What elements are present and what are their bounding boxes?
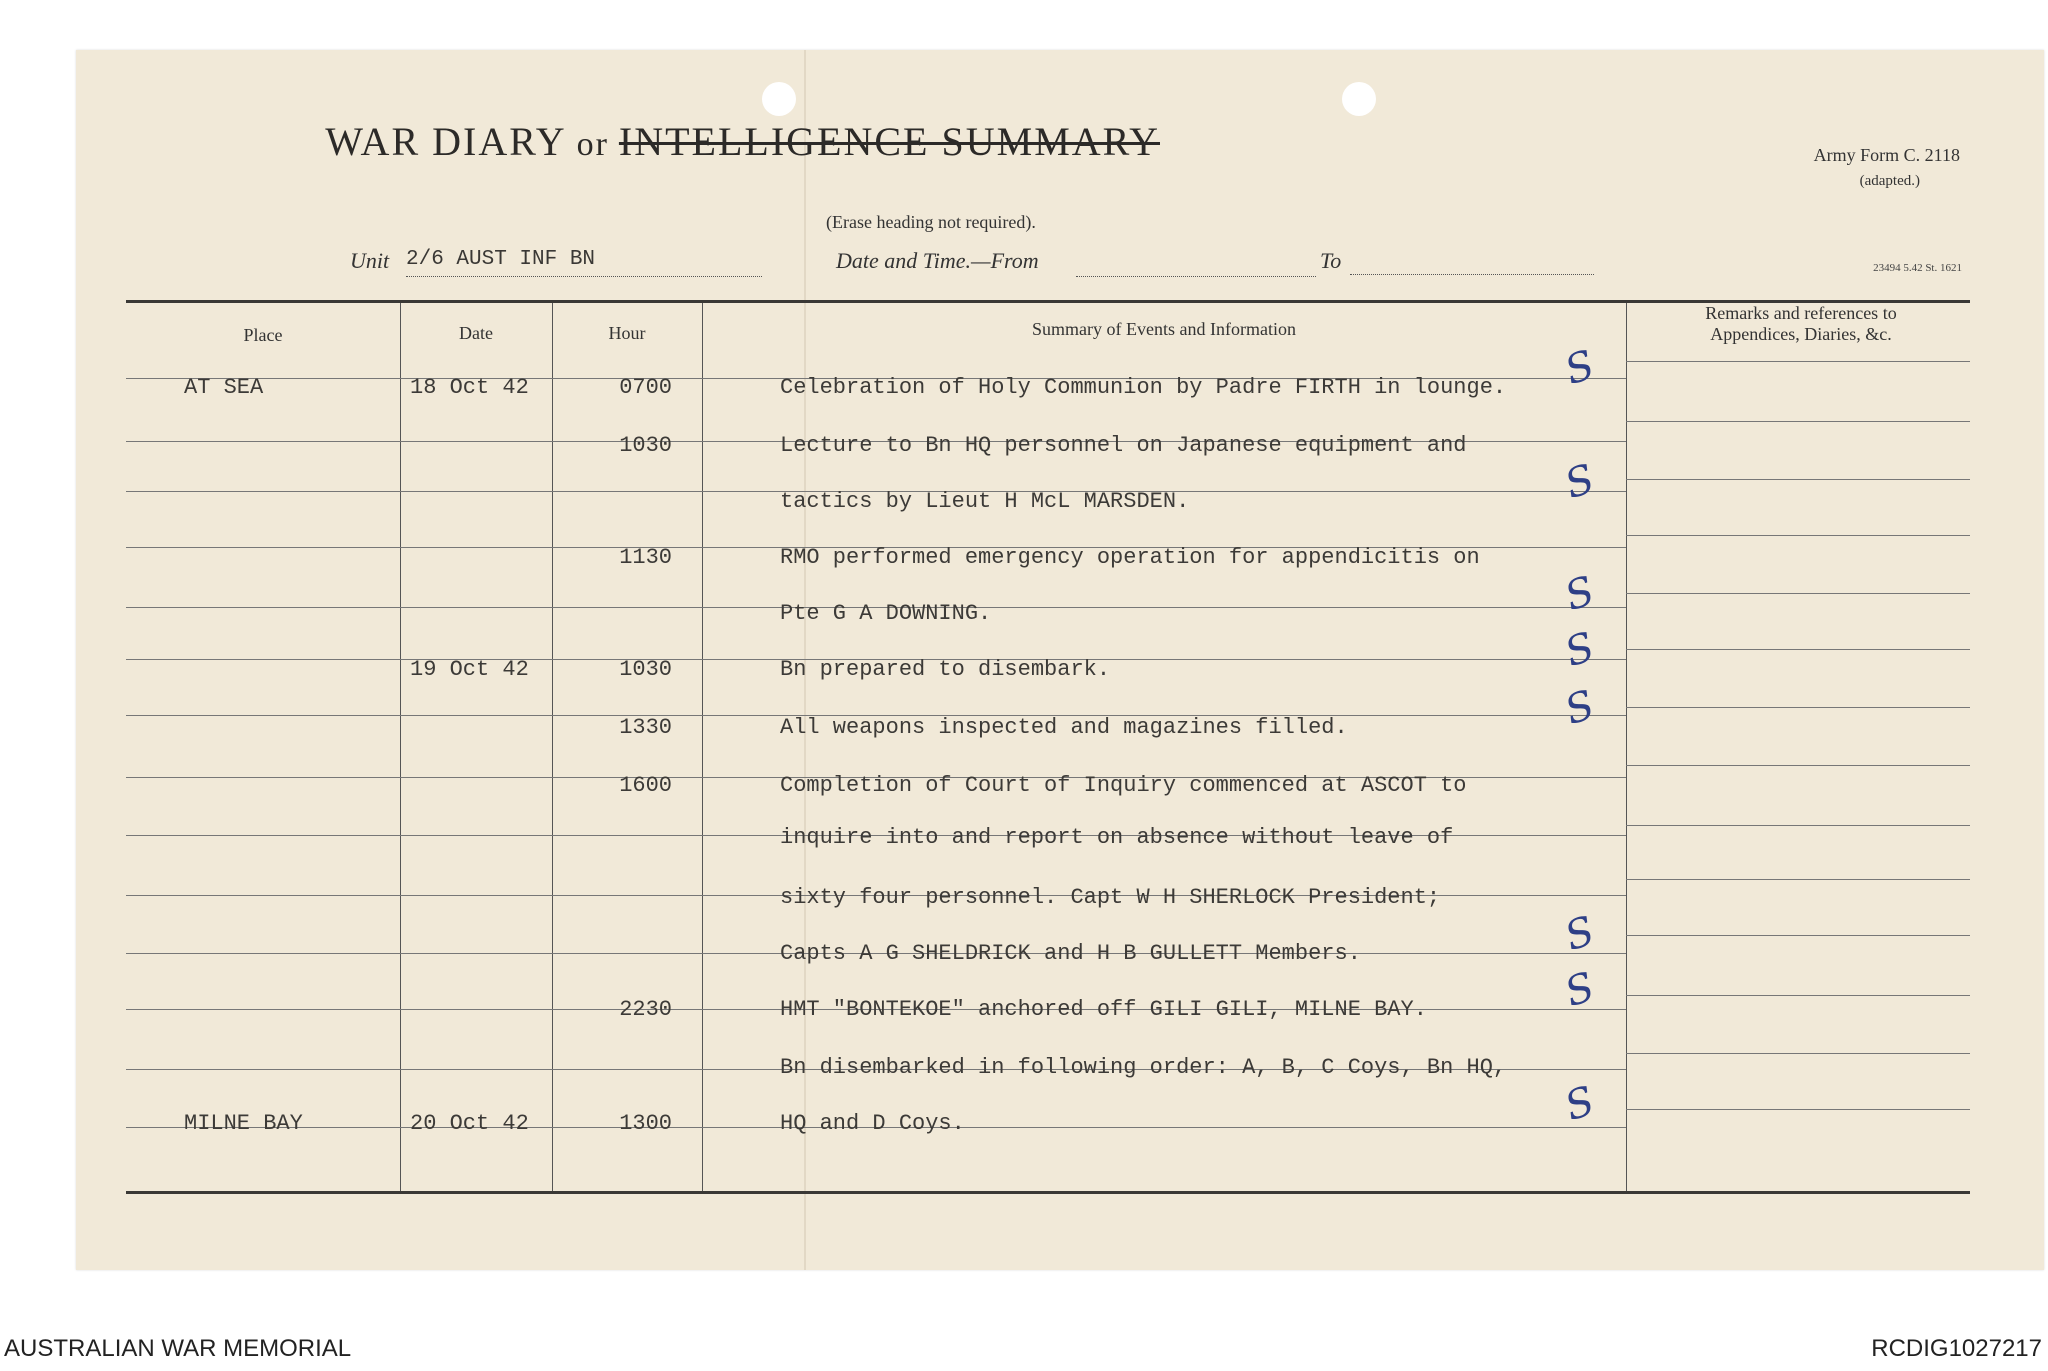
initial-mark: S — [1559, 341, 1600, 395]
row-rule — [126, 835, 400, 836]
cell-hour: 1030 — [619, 433, 672, 458]
row-rule — [400, 1069, 552, 1070]
cell-hour: 0700 — [619, 375, 672, 400]
date-time-label: Date and Time.—From — [836, 248, 1039, 273]
row-rule — [552, 895, 702, 896]
row-rule — [400, 491, 552, 492]
header-summary: Summary of Events and Information — [1032, 319, 1296, 339]
cell-hour: 1030 — [619, 657, 672, 682]
cell-text: sixty four personnel. Capt W H SHERLOCK President; — [780, 885, 1441, 910]
row-rule — [552, 491, 702, 492]
initial-mark: S — [1559, 623, 1600, 677]
remarks-rule — [1626, 1109, 1970, 1110]
row-rule — [400, 953, 552, 954]
cell-text: Pte G A DOWNING. — [780, 601, 992, 626]
title-struck: INTELLIGENCE SUMMARY — [618, 119, 1160, 164]
cell-text: Lecture to Bn HQ personnel on Japanese equipment and — [780, 433, 1467, 458]
unit-label: Unit — [350, 248, 390, 273]
cell-date: 18 Oct 42 — [410, 375, 529, 400]
cell-hour: 1330 — [619, 715, 672, 740]
row-rule — [126, 547, 400, 548]
remarks-rule — [1626, 479, 1970, 480]
unit-value: 2/6 AUST INF BN — [406, 248, 762, 277]
remarks-rule — [1626, 1053, 1970, 1054]
cell-text: RMO performed emergency operation for appendicitis on — [780, 545, 1480, 570]
cell-place: AT SEA — [184, 375, 264, 400]
erase-note: (Erase heading not required). — [826, 212, 1036, 232]
initial-mark: S — [1559, 567, 1600, 621]
column-divider — [1626, 303, 1627, 1191]
row-rule — [400, 441, 552, 442]
cell-hour: 1300 — [619, 1111, 672, 1136]
to-label: To — [1320, 248, 1342, 273]
remarks-rule — [1626, 535, 1970, 536]
cell-text: Capts A G SHELDRICK and H B GULLETT Members. — [780, 941, 1361, 966]
row-rule — [400, 607, 552, 608]
remarks-rule — [1626, 765, 1970, 766]
row-rule — [126, 1009, 400, 1010]
header-place: Place — [243, 325, 283, 345]
remarks-rule — [1626, 649, 1970, 650]
row-rule — [126, 715, 400, 716]
column-divider — [702, 303, 703, 1191]
row-rule — [400, 715, 552, 716]
row-rule — [126, 491, 400, 492]
header-date: Date — [459, 323, 493, 343]
row-rule — [552, 607, 702, 608]
remarks-rule — [1626, 995, 1970, 996]
row-rule — [126, 777, 400, 778]
cell-text: tactics by Lieut H McL MARSDEN. — [780, 489, 1190, 514]
form-note: (adapted.) — [1859, 173, 1920, 189]
cell-text: inquire into and report on absence without leave of — [780, 825, 1454, 850]
footer-source: AUSTRALIAN WAR MEMORIAL — [4, 1335, 352, 1362]
cell-hour: 1600 — [619, 773, 672, 798]
cell-date: 20 Oct 42 — [410, 1111, 529, 1136]
row-rule — [552, 953, 702, 954]
row-rule — [126, 895, 400, 896]
cell-text: Bn disembarked in following order: A, B, C Coys, Bn HQ, — [780, 1055, 1507, 1080]
initial-mark: S — [1559, 907, 1600, 961]
cell-text: Bn prepared to disembark. — [780, 657, 1111, 682]
cell-text: All weapons inspected and magazines filled. — [780, 715, 1348, 740]
row-rule — [400, 777, 552, 778]
row-rule — [400, 835, 552, 836]
initial-mark: S — [1559, 1077, 1600, 1131]
cell-date: 19 Oct 42 — [410, 657, 529, 682]
row-rule — [126, 607, 400, 608]
row-rule — [126, 1069, 400, 1070]
remarks-rule — [1626, 707, 1970, 708]
row-rule — [126, 659, 400, 660]
cell-place: MILNE BAY — [184, 1111, 303, 1136]
remarks-rule — [1626, 421, 1970, 422]
initial-mark: S — [1559, 455, 1600, 509]
header-remarks: Remarks and references to Appendices, Diaries, &c. — [1705, 303, 1897, 344]
cell-text: HQ and D Coys. — [780, 1111, 965, 1136]
to-line — [1350, 274, 1594, 275]
row-rule — [552, 1069, 702, 1070]
row-rule — [400, 1009, 552, 1010]
initial-mark: S — [1559, 681, 1600, 735]
row-rule — [126, 441, 400, 442]
title-or: or — [576, 126, 609, 163]
initial-mark: S — [1559, 963, 1600, 1017]
footer-id: RCDIG1027217 — [1871, 1335, 2042, 1362]
cell-hour: 2230 — [619, 997, 672, 1022]
cell-text: Completion of Court of Inquiry commenced at ASCOT to — [780, 773, 1467, 798]
cell-text: HMT "BONTEKOE" anchored off GILI GILI, MILNE BAY. — [780, 997, 1427, 1022]
remarks-rule — [1626, 825, 1970, 826]
header-hour: Hour — [608, 323, 646, 343]
print-code: 23494 5.42 St. 1621 — [1873, 262, 1962, 274]
form-id-text: Army Form C. 2118 — [1813, 145, 1960, 165]
cell-hour: 1130 — [619, 545, 672, 570]
punch-hole — [762, 82, 796, 116]
punch-hole — [1342, 82, 1376, 116]
remarks-rule — [1626, 935, 1970, 936]
cell-text: Celebration of Holy Communion by Padre FIRTH in lounge. — [780, 375, 1507, 400]
row-rule — [400, 895, 552, 896]
title-main: WAR DIARY — [325, 119, 567, 164]
remarks-rule — [1626, 593, 1970, 594]
document-title — [0, 118, 1160, 165]
remarks-rule — [1626, 361, 1970, 362]
from-line — [1076, 276, 1316, 277]
row-rule — [400, 547, 552, 548]
army-form-id — [1740, 142, 1960, 194]
row-rule — [126, 953, 400, 954]
remarks-rule — [1626, 879, 1970, 880]
diary-table — [126, 300, 1970, 1194]
column-divider — [400, 303, 401, 1191]
row-rule — [552, 835, 702, 836]
